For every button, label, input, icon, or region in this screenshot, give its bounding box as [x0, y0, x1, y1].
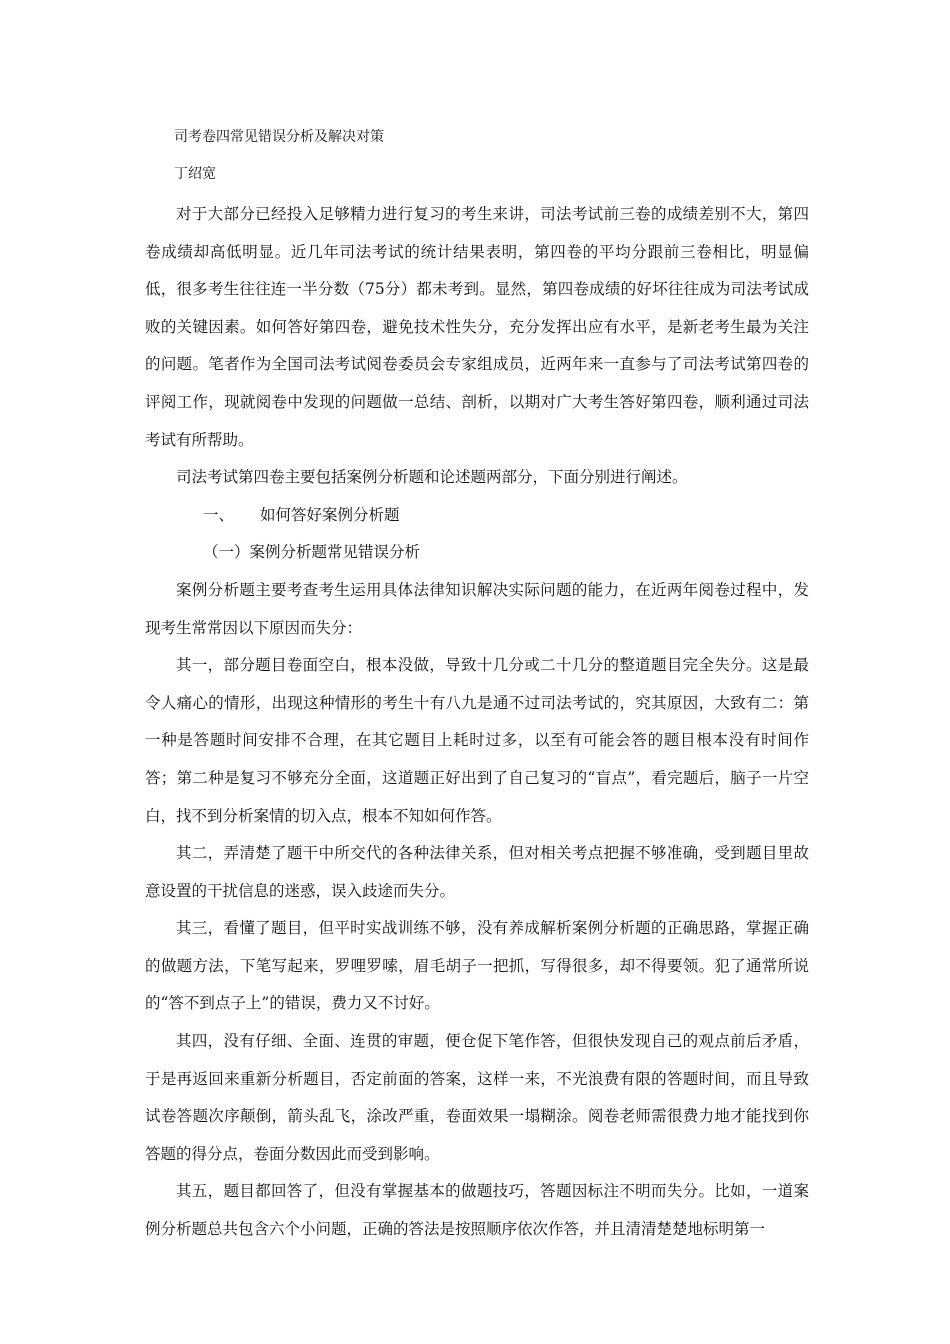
paragraph-case-intro: 案例分析题主要考查考生运用具体法律知识解决实际问题的能力，在近两年阅卷过程中，发现考生常常因以下原因而失分：	[145, 580, 809, 637]
paragraph-point-4: 其四，没有仔细、全面、连贯的审题，便仓促下笔作答，但很快发现自己的观点前后矛盾，于是再返回来重新分析题目，否定前面的答案，这样一来，不光浪费有限的答题时间，而且导致试卷答题次序颠倒，箭头乱飞，涂改严重，卷面效果一塌糊涂。阅卷老师需很费力地才能找到你答题的得分点，卷面分数因此而受到影响。	[145, 1032, 809, 1163]
section-heading-1	[145, 497, 809, 535]
paragraph-point-5: 其五，题目都回答了，但没有掌握基本的做题技巧，答题因标注不明而失分。比如，一道案例分析题总共包含六个小问题，正确的答法是按照顺序依次作答，并且清清楚楚地标明第一	[145, 1182, 809, 1239]
document-body	[145, 196, 809, 1249]
paragraph-overview: 司法考试第四卷主要包括案例分析题和论述题两部分，下面分别进行阐述。	[176, 468, 688, 487]
section-heading-text: 如何答好案例分析题	[260, 505, 400, 524]
paragraph-intro: 对于大部分已经投入足够精力进行复习的考生来讲，司法考试前三卷的成绩差别不大，第四卷成绩却高低明显。近几年司法考试的统计结果表明，第四卷的平均分跟前三卷相比，明显偏低，很多考生往往连一半分数（75分）都未考到。显然，第四卷成绩的好坏往往成为司法考试成败的关键因素。如何答好第四卷，避免技术性失分，充分发挥出应有水平，是新老考生最为关注的问题。笔者作为全国司法考试阅卷委员会专家组成员，近两年来一直参与了司法考试第四卷的评阅工作，现就阅卷中发现的问题做一总结、剖析，以期对广大考生答好第四卷，顺利通过司法考试有所帮助。	[145, 205, 809, 449]
document-title: 司考卷四常见错误分析及解决对策	[174, 129, 384, 145]
paragraph-point-3: 其三，看懂了题目，但平时实战训练不够，没有养成解析案例分析题的正确思路，掌握正确的做题方法，下笔写起来，罗哩罗嗦，眉毛胡子一把抓，写得很多，却不得要领。犯了通常所说的“答不到点子上”的错误，费力又不讨好。	[145, 919, 809, 1013]
document-author: 丁绍宽	[174, 166, 216, 182]
subsection-heading: （一）案例分析题常见错误分析	[203, 543, 421, 562]
paragraph-point-2: 其二，弄清楚了题干中所交代的各种法律关系，但对相关考点把握不够准确，受到题目里故意设置的干扰信息的迷惑，误入歧途而失分。	[145, 844, 809, 900]
paragraph-point-1: 其一，部分题目卷面空白，根本没做，导致十几分或二十几分的整道题目完全失分。这是最令人痛心的情形，出现这种情形的考生十有八九是通不过司法考试的，究其原因，大致有二：第一种是答题时间安排不合理，在其它题目上耗时过多，以至有可能会答的题目根本没有时间作答；第二种是复习不够充分全面，这道题正好出到了自己复习的“盲点”，看完题后，脑子一片空白，找不到分析案情的切入点，根本不知如何作答。	[145, 656, 809, 825]
section-heading-number: 一、	[203, 505, 235, 524]
